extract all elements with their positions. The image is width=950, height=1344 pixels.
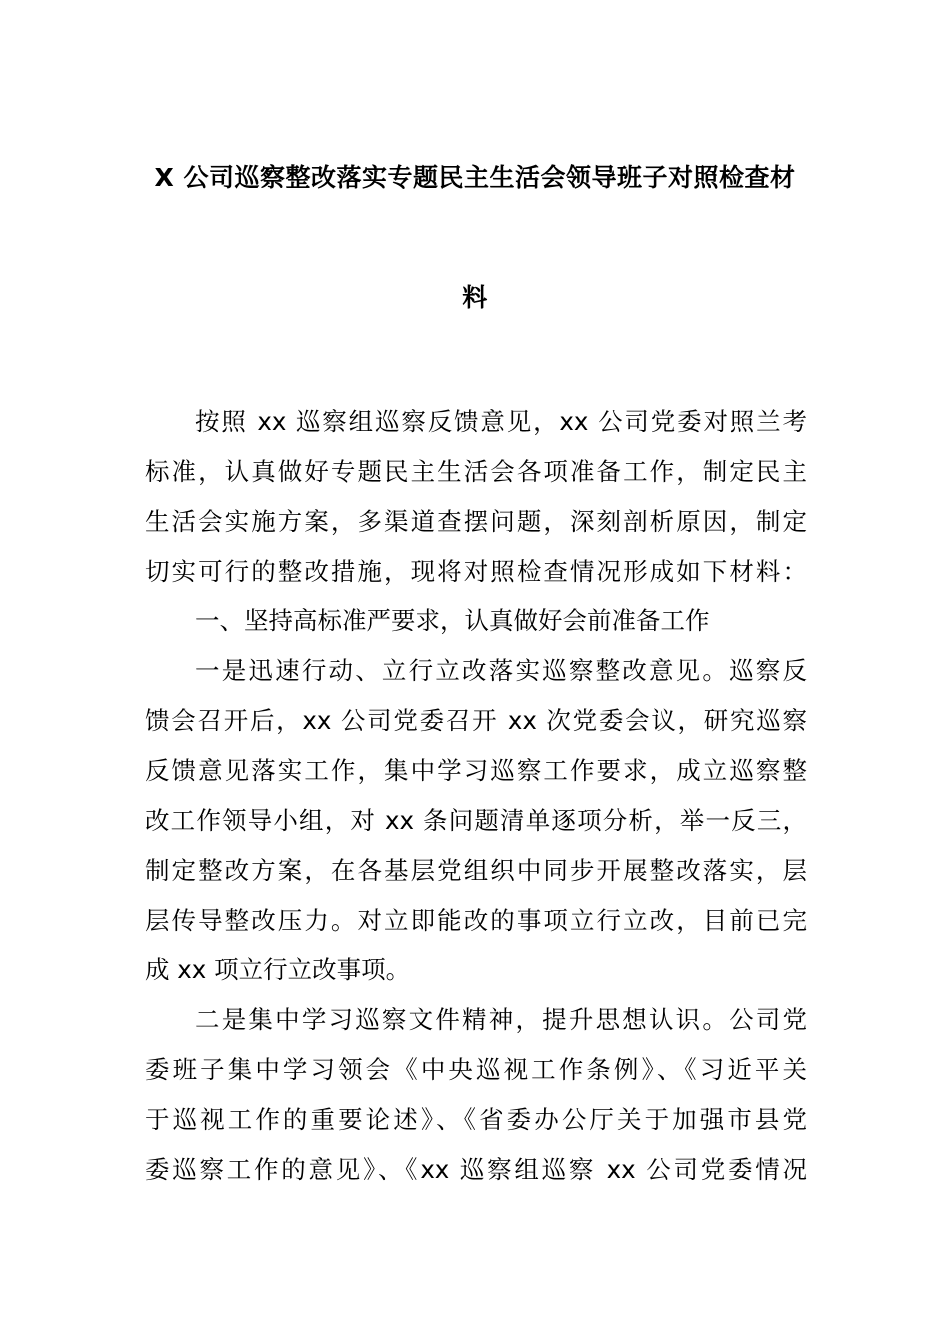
item-1-line-5: 制定整改方案，在各基层党组织中同步开展整改落实，层 xyxy=(145,856,807,885)
intro-line-2: 标准，认真做好专题民主生活会各项准备工作，制定民主 xyxy=(145,457,807,486)
section-1-heading: 一、坚持高标准严要求，认真做好会前准备工作 xyxy=(195,606,710,635)
item-1-line-3: 反馈意见落实工作，集中学习巡察工作要求，成立巡察整 xyxy=(145,756,807,785)
item-2-line-4: 委巡察工作的意见》、《xx 巡察组巡察 xx 公司党委情况 xyxy=(145,1155,807,1184)
intro-line-4: 切实可行的整改措施，现将对照检查情况形成如下材料： xyxy=(145,557,807,586)
item-1-line-1: 一是迅速行动、立行立改落实巡察整改意见。巡察反 xyxy=(195,656,807,685)
item-1-line-2: 馈会召开后，xx 公司党委召开 xx 次党委会议，研究巡察 xyxy=(145,706,807,735)
document-title-line-1: X 公司巡察整改落实专题民主生活会领导班子对照检查材 xyxy=(154,163,796,192)
intro-line-1: 按照 xx 巡察组巡察反馈意见，xx 公司党委对照兰考 xyxy=(195,407,807,436)
item-1-line-7: 成 xx 项立行立改事项。 xyxy=(145,955,411,984)
item-2-line-1: 二是集中学习巡察文件精神，提升思想认识。公司党 xyxy=(195,1005,807,1034)
document-title-line-2: 料 xyxy=(462,283,488,312)
item-2-line-2: 委班子集中学习领会《中央巡视工作条例》、《习近平关 xyxy=(145,1055,807,1084)
item-1-line-6: 层传导整改压力。对立即能改的事项立行立改，目前已完 xyxy=(145,906,807,935)
intro-line-3: 生活会实施方案，多渠道查摆问题，深刻剖析原因，制定 xyxy=(145,507,807,536)
item-2-line-3: 于巡视工作的重要论述》、《省委办公厅关于加强市县党 xyxy=(145,1105,807,1134)
item-1-line-4: 改工作领导小组，对 xx 条问题清单逐项分析，举一反三， xyxy=(145,806,807,835)
